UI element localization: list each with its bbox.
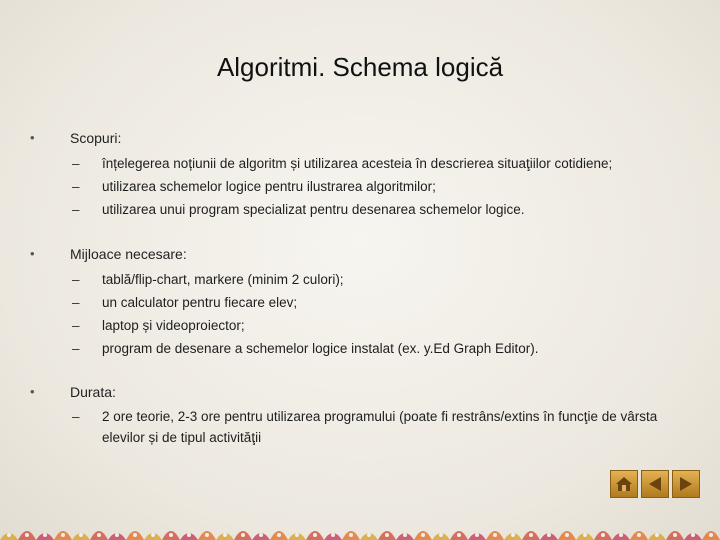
dash-marker: – xyxy=(72,202,80,217)
dash-marker: – xyxy=(72,295,80,310)
dash-marker: – xyxy=(72,156,80,171)
dash-marker: – xyxy=(72,318,80,333)
pattern-dot xyxy=(619,533,623,537)
pattern-dot xyxy=(529,533,533,537)
next-button[interactable] xyxy=(672,470,700,498)
pattern-dot xyxy=(565,533,569,537)
pattern-dot xyxy=(601,533,605,537)
slide-title: Algoritmi. Schema logică xyxy=(216,52,504,82)
list-item: – utilizarea unui program specializat pentru desenarea schemelor logice. xyxy=(30,198,690,221)
list-item: – un calculator pentru fiecare elev; xyxy=(30,291,690,314)
list-item: – utilizarea schemelor logice pentru ilustrarea algoritmilor; xyxy=(30,175,690,198)
pattern-dot xyxy=(457,533,461,537)
pattern-dot xyxy=(421,533,425,537)
bullet-dot: • xyxy=(30,246,35,261)
list-item: – 2 ore teorie, 2-3 ore pentru utilizarea programului (poate fi restrâns/extins în funcţie de vârsta elevilor și de tipul activităţii xyxy=(30,406,702,448)
section-heading: Scopuri: xyxy=(70,130,122,146)
pattern-dot xyxy=(241,533,245,537)
pattern-dot xyxy=(709,533,713,537)
triangle-left-icon xyxy=(645,474,665,494)
pattern-dot xyxy=(475,533,479,537)
pattern-dot xyxy=(259,533,263,537)
pattern-dot xyxy=(187,533,191,537)
home-icon xyxy=(614,474,634,494)
section-heading: Mijloace necesare: xyxy=(70,246,187,262)
pattern-dot xyxy=(385,533,389,537)
pattern-dot xyxy=(133,533,137,537)
pattern-dot xyxy=(349,533,353,537)
list-item: – laptop și videoproiector; xyxy=(30,314,690,337)
list-item: – program de desenare a schemelor logice instalat (ex. y.Ed Graph Editor). xyxy=(30,337,690,360)
pattern-dot xyxy=(223,533,227,537)
triangle-right-icon xyxy=(676,474,696,494)
pattern-dot xyxy=(7,533,11,537)
pattern-dot xyxy=(673,533,677,537)
pattern-dot xyxy=(79,533,83,537)
decorative-pattern xyxy=(0,516,720,540)
home-button[interactable] xyxy=(610,470,638,498)
pattern-dot xyxy=(655,533,659,537)
previous-button[interactable] xyxy=(641,470,669,498)
dash-marker: – xyxy=(72,409,80,424)
pattern-dot xyxy=(403,533,407,537)
list-item: – tablă/flip-chart, markere (minim 2 culori); xyxy=(30,268,690,291)
section-durata xyxy=(30,384,690,448)
pattern-dot xyxy=(439,533,443,537)
pattern-dot xyxy=(61,533,65,537)
pattern-dot xyxy=(115,533,119,537)
list-item: – înțelegerea noțiunii de algoritm și utilizarea acesteia în descrierea situaţiilor cotidiene; xyxy=(30,152,690,175)
pattern-dot xyxy=(97,533,101,537)
pattern-dot xyxy=(25,533,29,537)
section-scopuri xyxy=(30,130,690,221)
pattern-dot xyxy=(313,533,317,537)
pattern-dot xyxy=(637,533,641,537)
bullet-dot: • xyxy=(30,130,35,145)
pattern-dot xyxy=(151,533,155,537)
pattern-dot xyxy=(367,533,371,537)
dash-marker: – xyxy=(72,179,80,194)
pattern-dot xyxy=(295,533,299,537)
pattern-dot xyxy=(169,533,173,537)
pattern-dot xyxy=(331,533,335,537)
pattern-dot xyxy=(43,533,47,537)
pattern-dot xyxy=(511,533,515,537)
dash-marker: – xyxy=(72,341,80,356)
pattern-dot xyxy=(277,533,281,537)
pattern-dot xyxy=(493,533,497,537)
dash-marker: – xyxy=(72,272,80,287)
bullet-dot: • xyxy=(30,384,35,399)
section-heading: Durata: xyxy=(70,384,116,400)
section-mijloace xyxy=(30,246,690,360)
pattern-dot xyxy=(205,533,209,537)
pattern-dot xyxy=(583,533,587,537)
pattern-dot xyxy=(547,533,551,537)
pattern-dot xyxy=(691,533,695,537)
